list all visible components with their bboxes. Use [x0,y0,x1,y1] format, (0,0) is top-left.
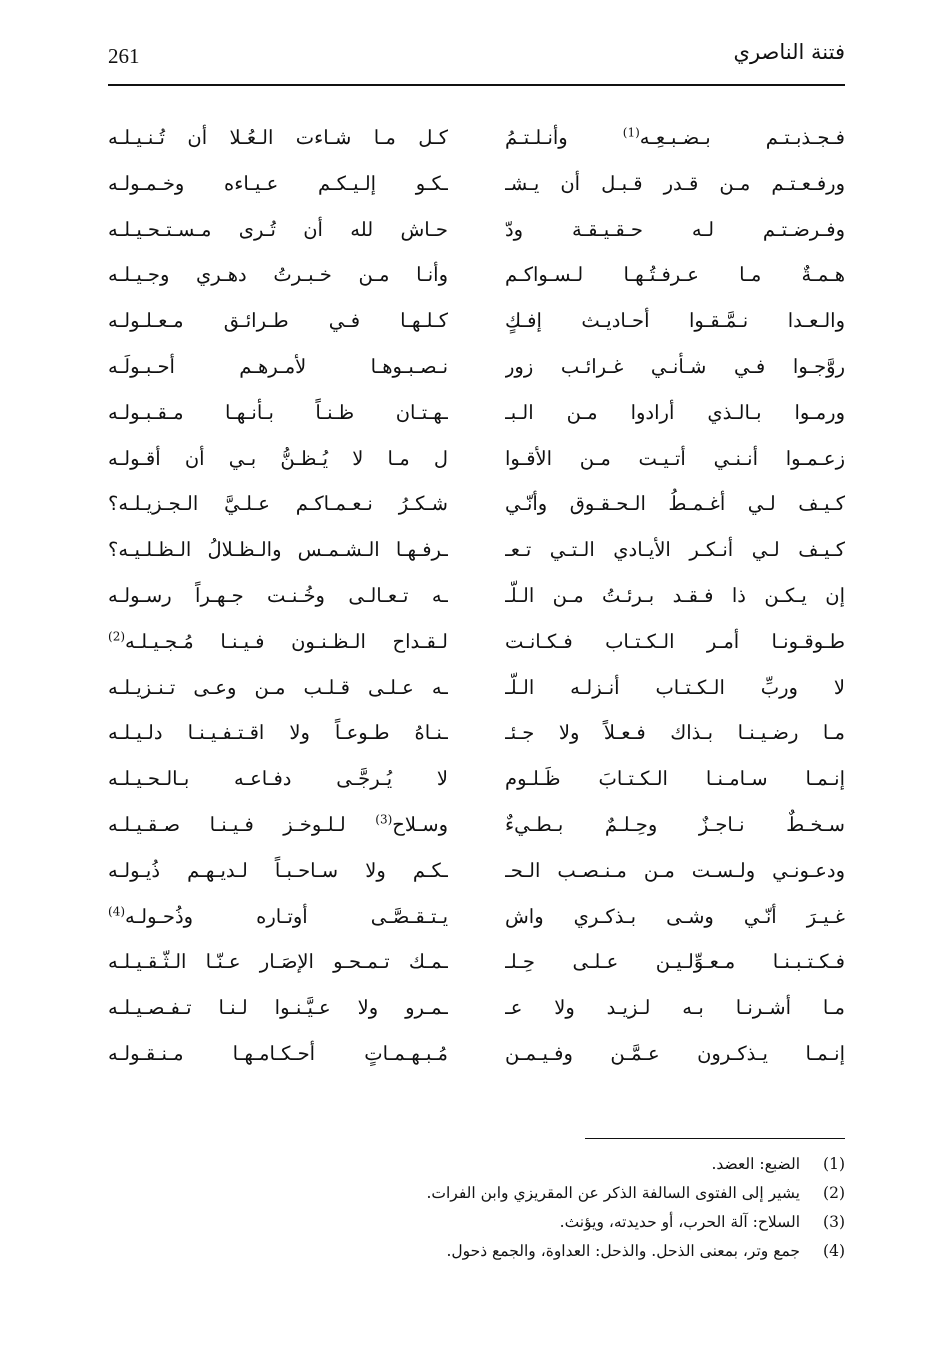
first-hemistich: والـعـدا نـمَّـقـوا أحـاديـث إفـكٍ [505,309,845,333]
second-hemistich: حـاش لله أن تُـرى مـسـتـحـيـلـه [108,217,448,241]
verse-line [108,897,845,943]
first-hemistich: كـيـف لـي أغـمـطُ الـحـقـوق وأنّـي [505,492,845,516]
second-hemistich: ـه تـعـالـى وخُـنـت جـهـراً رسـولـه [108,583,448,607]
second-hemistich: ـمـك تـمـحـو الإصَـار عـنّـا الـثّـقـيـلـه [108,950,448,974]
page-header [108,40,845,80]
first-hemistich: ودعـونـي ولـسـت مـن مـنـصـب الـحـ [505,858,845,882]
verse-line [108,851,845,897]
first-hemistich: لا وربِّ الـكـتـاب أنـزلـه الـلّـ [505,675,845,699]
verse-line [108,530,845,576]
verse-line [108,1034,845,1080]
first-hemistich: فـكـتـبـنـا مـعـوِّلـيـن عـلـى حِـلـ [505,950,845,974]
first-hemistich: إنـمـا سـامـنـا الـكـتـابَ ظَـلـوم [505,767,845,791]
footnote-number: (2) [823,1184,845,1202]
verse-line [108,164,845,210]
first-hemistich: طـوقـونـا أمـر الـكـتـاب فـكـانـت [505,629,845,653]
page-number: 261 [108,44,140,68]
hemistich-text: لـلـوخـز فـيـنـا صـقـيـلـه [108,812,376,836]
first-hemistich: سـخـطٌ نـاجـزٌ وحِـلـمٌ بـطـيءٌ [505,812,845,836]
first-hemistich: كـيـف لـي أنـكـر الأيـادي الـتـي تـعـ [505,538,845,562]
verse-line [108,988,845,1034]
second-hemistich: مُـبـهـمـاتٍ أحـكـامـهـا مـنـقـولـه [108,1041,448,1065]
hemistich-text: فـجـذبـتـم بـضـبـعِـه [639,126,845,149]
header-rule [108,84,845,86]
footnote [108,1150,845,1179]
verse-line [108,668,845,714]
poem [108,118,845,1080]
second-hemistich: ل مـا لا يُـظـنُّ بـي أن أقـولـه [108,446,448,470]
footnote-reference: (4) [108,904,126,919]
footnote-text: يشير إلى الفتوى السالفة الذكر عن المقريزي وابن الفرات. [426,1184,800,1202]
second-hemistich: ـهـتـان ظـنـاً بـأنـهـا مـقـبـولـه [108,400,448,424]
second-hemistich: لا يُـرجَّـى دفـاعـه بـالـحـيـلـه [108,767,448,791]
verse-line [108,484,845,530]
verse-line [108,393,845,439]
second-hemistich: نـصـبـوهـا لأمـرهـم أحـبـولَـه [108,354,448,378]
footnote-number: (4) [823,1242,845,1260]
second-hemistich: كـلـهـا فـي طـرائـق مـعـلـولـه [108,309,448,333]
footnote-reference: (2) [108,629,126,644]
footnote-reference: (3) [375,812,393,827]
footnote [108,1237,845,1266]
hemistich-text: وأنـلـتـمُ [505,126,623,149]
footnote-rule [585,1138,845,1139]
second-hemistich: ـكـم ولا سـاحـبـاً لـديـهـم ذُيـولـه [108,858,448,882]
footnotes [108,1150,845,1266]
footnote-text: الضبع: العضد. [711,1155,800,1173]
second-hemistich: ـنـاهُ طـوعـاً ولا اقـتـفـيـنـا دلـيـلـه [108,721,448,745]
first-hemistich: وفـرضـتـم لـه حـقـيـقـة ودّ [505,217,845,241]
verse-line [108,439,845,485]
second-hemistich: ـمـرو ولا عـيَّـنـوا لـنـا تـفـصـيـلـه [108,996,448,1020]
hemistich-text: وسـلاح [392,812,448,836]
verse-line [108,805,845,851]
verse-line [108,301,845,347]
first-hemistich: مـا رضـيـنـا بـذاك فـعـلاً ولا جـئـ [505,721,845,745]
first-hemistich [505,118,845,158]
second-hemistich: ـه عـلـى قـلـب مـن وعـى تـنـزيـلـه [108,675,448,699]
first-hemistich: ورمـوا بـالـذي أرادوا مـن الـبـ [505,400,845,424]
second-hemistich: شـكـرُ نـعـمـاكـم عـلـيَّ الـجـزيـلـه؟ [108,492,448,516]
first-hemistich: زعـمـوا أنـنـي أتـيـت مـن الأقـوا [505,446,845,470]
verse-line [108,576,845,622]
second-hemistich [108,897,448,937]
footnote-reference: (1) [622,125,640,140]
second-hemistich [108,805,448,845]
footnote [108,1208,845,1237]
first-hemistich: روَّجـوا فـي شـأنـي غـرائـب زور [505,354,845,378]
running-title: فتنة الناصري [733,40,845,64]
first-hemistich: غـيـرَ أنّـي وشـى بـذكـري واش [505,904,845,928]
first-hemistich: هـمـةٌ مـا عـرفـتُـهـا لـسـواكـم [505,263,845,287]
second-hemistich: ـرفـهـا الـشـمـس والـظـلالُ الـظـلـيـه؟ [108,538,448,562]
footnote-number: (3) [823,1213,845,1231]
second-hemistich: كـل مـا شـاءت الـعُـلا أن تُـنـيـلـه [108,126,448,149]
first-hemistich: إن يـكـن ذا فـقـد بـرئـتُ مـن الـلّـ [505,583,845,607]
verse-line [108,759,845,805]
verse-line [108,622,845,668]
second-hemistich: ـكـو إلـيـكـم عـيـاءه وخـمـولـه [108,171,448,195]
verse-line [108,347,845,393]
first-hemistich: مـا أشـرنـا بـه لـزيـد ولا عـ [505,996,845,1020]
footnote-number: (1) [823,1155,845,1173]
verse-line [108,942,845,988]
verse-line [108,255,845,301]
second-hemistich: وأنـا مـن خـبـرتُ دهـري وجـيـلـه [108,263,448,287]
first-hemistich: إنـمـا يـذكـرون عـمَّـن وفـيـمـن [505,1041,845,1065]
footnote-text: السلاح: آلة الحرب، أو حديدته، ويؤنث. [559,1213,800,1231]
verse-line [108,210,845,256]
hemistich-text: لـقـداح الـظـنـون فـيـنـا مُـجـيـلـه [125,629,448,653]
footnote-text: جمع وتر، بمعنى الذحل. والذحل: العداوة، والجمع ذحول. [446,1242,800,1260]
hemistich-text: يـتـقـصَّـى أوتـاره وذُحـولـه [125,904,448,928]
verse-line [108,713,845,759]
footnote [108,1179,845,1208]
verse-line [108,118,845,164]
first-hemistich: ورفـعـتـم مـن قـدر قـبـل أن يـشـ [505,171,845,195]
second-hemistich [108,622,448,662]
